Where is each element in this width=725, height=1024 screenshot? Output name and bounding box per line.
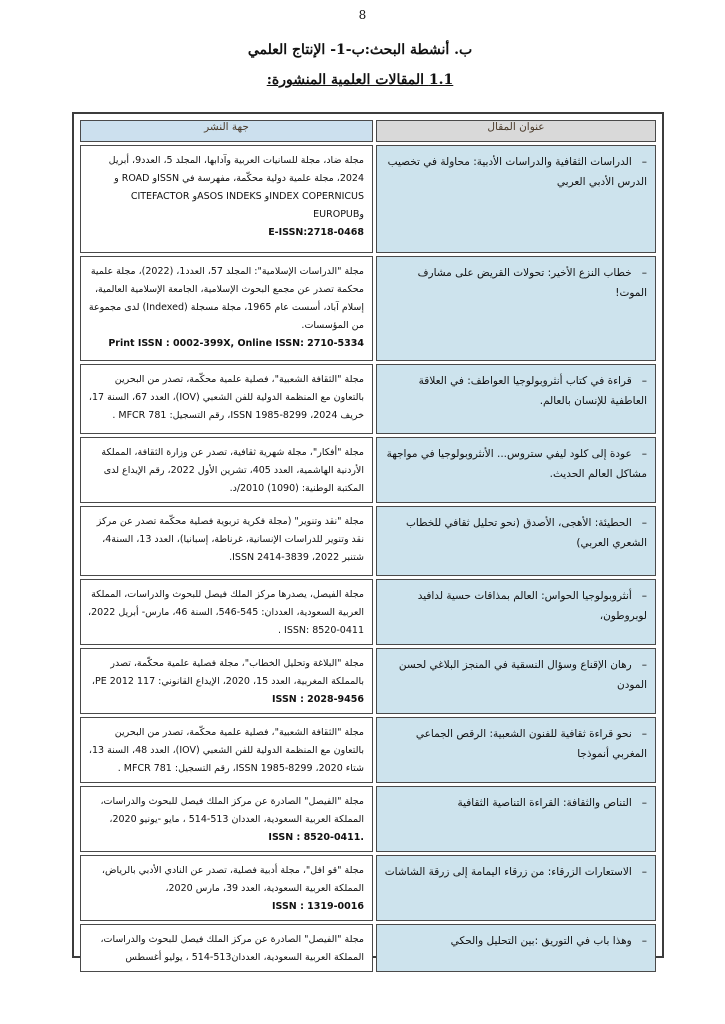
article-title-cell <box>376 855 656 921</box>
publisher-text: مجلة "الثقافة الشعبية"، فصلية علمية محكّمة، تصدر من البحرين بالتعاون مع المنظمة الدولية للفن الشعبي (IOV)، العدد 48، السنة 13، شتاء 2020، ISSN 1985-8299، رقم التسجيل: MFCR 781 . <box>88 727 364 774</box>
publisher-text: مجلة "الفيصل" الصادرة عن مركز الملك فيصل للبحوث والدراسات، المملكة العربية السعودية، العددان513-514 ، يوليو أغسطس <box>100 934 364 963</box>
bullet-dash: – <box>641 267 647 279</box>
publisher-cell <box>80 786 373 852</box>
table-row <box>80 855 656 921</box>
article-title: قراءة في كتاب أنثروبولوجيا العواطف: في العلاقة العاطفية للإنسان بالعالم. <box>418 375 647 407</box>
article-title: عودة إلى كلود ليفي ستروس... الأنثروبولوجيا في مواجهة مشاكل العالم الحديث. <box>386 448 647 480</box>
bullet-dash: – <box>641 590 647 602</box>
article-title-cell <box>376 579 656 645</box>
bullet-dash: – <box>641 935 647 947</box>
article-title: أنثروبولوجيا الحواس: العالم بمذاقات حسية لدافيد لوبروطون، <box>417 590 647 622</box>
table-row <box>80 648 656 714</box>
publisher-cell <box>80 579 373 645</box>
publisher-text: مجلة "نقد وتنوير" (مجلة فكرية تربوية فصلية محكّمة تصدر عن مركز نقد وتنوير للدراسات الإنسانية، غرناطة، إسبانيا)، العدد 13، السنة4، شتنبر 2022، ISSN 2414-3839. <box>96 516 364 563</box>
publications-table-frame <box>72 112 664 963</box>
publisher-cell <box>80 145 373 253</box>
publisher-text: مجلة "الثقافة الشعبية"، فصلية علمية محكّمة، تصدر من البحرين بالتعاون مع المنظمة الدولية للفن الشعبي (IOV)، العدد 67، السنة 17، خريف 2024، ISSN 1985-8299، رقم التسجيل: MFCR 781 . <box>88 374 364 421</box>
table-row <box>80 364 656 434</box>
table-row <box>80 579 656 645</box>
issn-line: ISSN : 8520-0411. <box>268 832 364 843</box>
table-row <box>80 256 656 361</box>
table-row <box>80 437 656 503</box>
publisher-cell <box>80 437 373 503</box>
article-title: الحطيئة: الأهجى، الأصدق (نحو تحليل ثقافي للخطاب الشعري العربي) <box>406 517 647 549</box>
article-title-cell <box>376 786 656 852</box>
article-title-cell <box>376 506 656 576</box>
article-title-cell <box>376 437 656 503</box>
publisher-cell <box>80 256 373 361</box>
article-title-cell <box>376 256 656 361</box>
bullet-dash: – <box>641 659 647 671</box>
publisher-text: مجلة ضاد، مجلة للسانيات العربية وآدابها، المجلد 5، العدد9، أبريل 2024، مجلة علمية دولية محكّمة، مفهرسة في ISSNو ROAD و INDEX COPERNICUSو ASOS INDEKSو CITEFACTOR وEUROPUB <box>108 155 364 220</box>
bullet-dash: – <box>641 797 647 809</box>
article-title: نحو قراءة ثقافية للفنون الشعبية: الرقص الجماعي المغربي أنموذجا <box>415 728 647 760</box>
publisher-text: مجلة "البلاغة وتحليل الخطاب"، مجلة فصلية علمية محكّمة، تصدر بالمملكة المغربية، العدد 15، 2020، الإيداع القانوني: 117 2012 PE، <box>91 658 364 687</box>
publisher-text: مجلة "الفيصل" الصادرة عن مركز الملك فيصل للبحوث والدراسات، المملكة العربية السعودية، العددان 513-514 ، مايو -يونيو 2020، <box>100 796 364 825</box>
bullet-dash: – <box>641 866 647 878</box>
publisher-text: مجلة "الدراسات الإسلامية": المجلد 57، العدد1، (2022)، مجلة علمية محكمة تصدر عن مجمع البحوث الإسلامية، الجامعة الإسلامية العالمية، إسلام آباد، أسست عام 1965، مجلة مسجلة (Indexed) لدى مجموعة من المؤسسات. <box>88 266 364 331</box>
section-heading: ب. أنشطة البحث:ب-1- الإنتاج العلمي <box>247 42 473 58</box>
article-title-cell <box>376 648 656 714</box>
publisher-text: مجلة "قو افل"، مجلة أدبية فصلية، تصدر عن النادي الأدبي بالرياض، المملكة العربية السعودية، العدد 39، مارس 2020، <box>101 865 364 894</box>
bullet-dash: – <box>641 517 647 529</box>
article-title: التناص والثقافة: القراءة التناصية الثقافية <box>457 797 632 809</box>
article-title-cell <box>376 717 656 783</box>
page-number: 8 <box>358 8 367 22</box>
publisher-text: مجلة "أفكار"، مجلة شهرية ثقافية، تصدر عن وزارة الثقافة، المملكة الأردنية الهاشمية، العدد 405، تشرين الأول 2022، رقم الإيداع لدى المكتبة الوطنية: (1090) 2010/د. <box>101 447 364 494</box>
article-title: الاستعارات الزرقاء: من زرقاء اليمامة إلى زرقة الشاشات <box>384 866 632 878</box>
column-header-publisher: جهة النشر <box>80 120 373 142</box>
issn-line: ISSN : 1319-0016 <box>272 901 364 912</box>
publisher-cell <box>80 648 373 714</box>
bullet-dash: – <box>641 375 647 387</box>
article-title-cell <box>376 924 656 972</box>
publisher-cell <box>80 717 373 783</box>
table-row <box>80 145 656 253</box>
subsection-heading: 1.1 المقالات العلمية المنشورة: <box>266 72 454 88</box>
issn-line: E-ISSN:2718-0468 <box>268 227 364 238</box>
table-row <box>80 506 656 576</box>
article-title: الدراسات الثقافية والدراسات الأدبية: محاولة في تخصيب الدرس الأدبي العربي <box>387 156 647 188</box>
publications-table <box>77 117 659 975</box>
article-title-cell <box>376 364 656 434</box>
issn-line: ISSN : 2028-9456 <box>272 694 364 705</box>
table-header-row <box>80 120 656 142</box>
publisher-cell <box>80 364 373 434</box>
article-title: خطاب النزع الأخير: تحولات القريض على مشارف الموت! <box>417 267 647 299</box>
table-row <box>80 717 656 783</box>
article-title-cell <box>376 145 656 253</box>
bullet-dash: – <box>641 156 647 168</box>
publisher-cell <box>80 855 373 921</box>
bullet-dash: – <box>641 728 647 740</box>
table-row <box>80 924 656 972</box>
article-title: رهان الإقناع وسؤال النسقية في المنجز البلاغي لحسن المودن <box>398 659 647 691</box>
article-title: وهذا باب في التوريق :بين التحليل والحكي <box>450 935 632 947</box>
publisher-cell <box>80 924 373 972</box>
publisher-text: مجلة الفيصل، يصدرها مركز الملك فيصل للبحوث والدراسات، المملكة العربية السعودية، العددان: 545-546، السنة 46، مارس- أبريل 2022، ISSN: 8520-0411 . <box>88 589 364 636</box>
table-row <box>80 786 656 852</box>
issn-line: Print ISSN : 0002-399X, Online ISSN: 2710-5334 <box>108 338 364 349</box>
column-header-article-title: عنوان المقال <box>376 120 656 142</box>
bullet-dash: – <box>641 448 647 460</box>
publisher-cell <box>80 506 373 576</box>
